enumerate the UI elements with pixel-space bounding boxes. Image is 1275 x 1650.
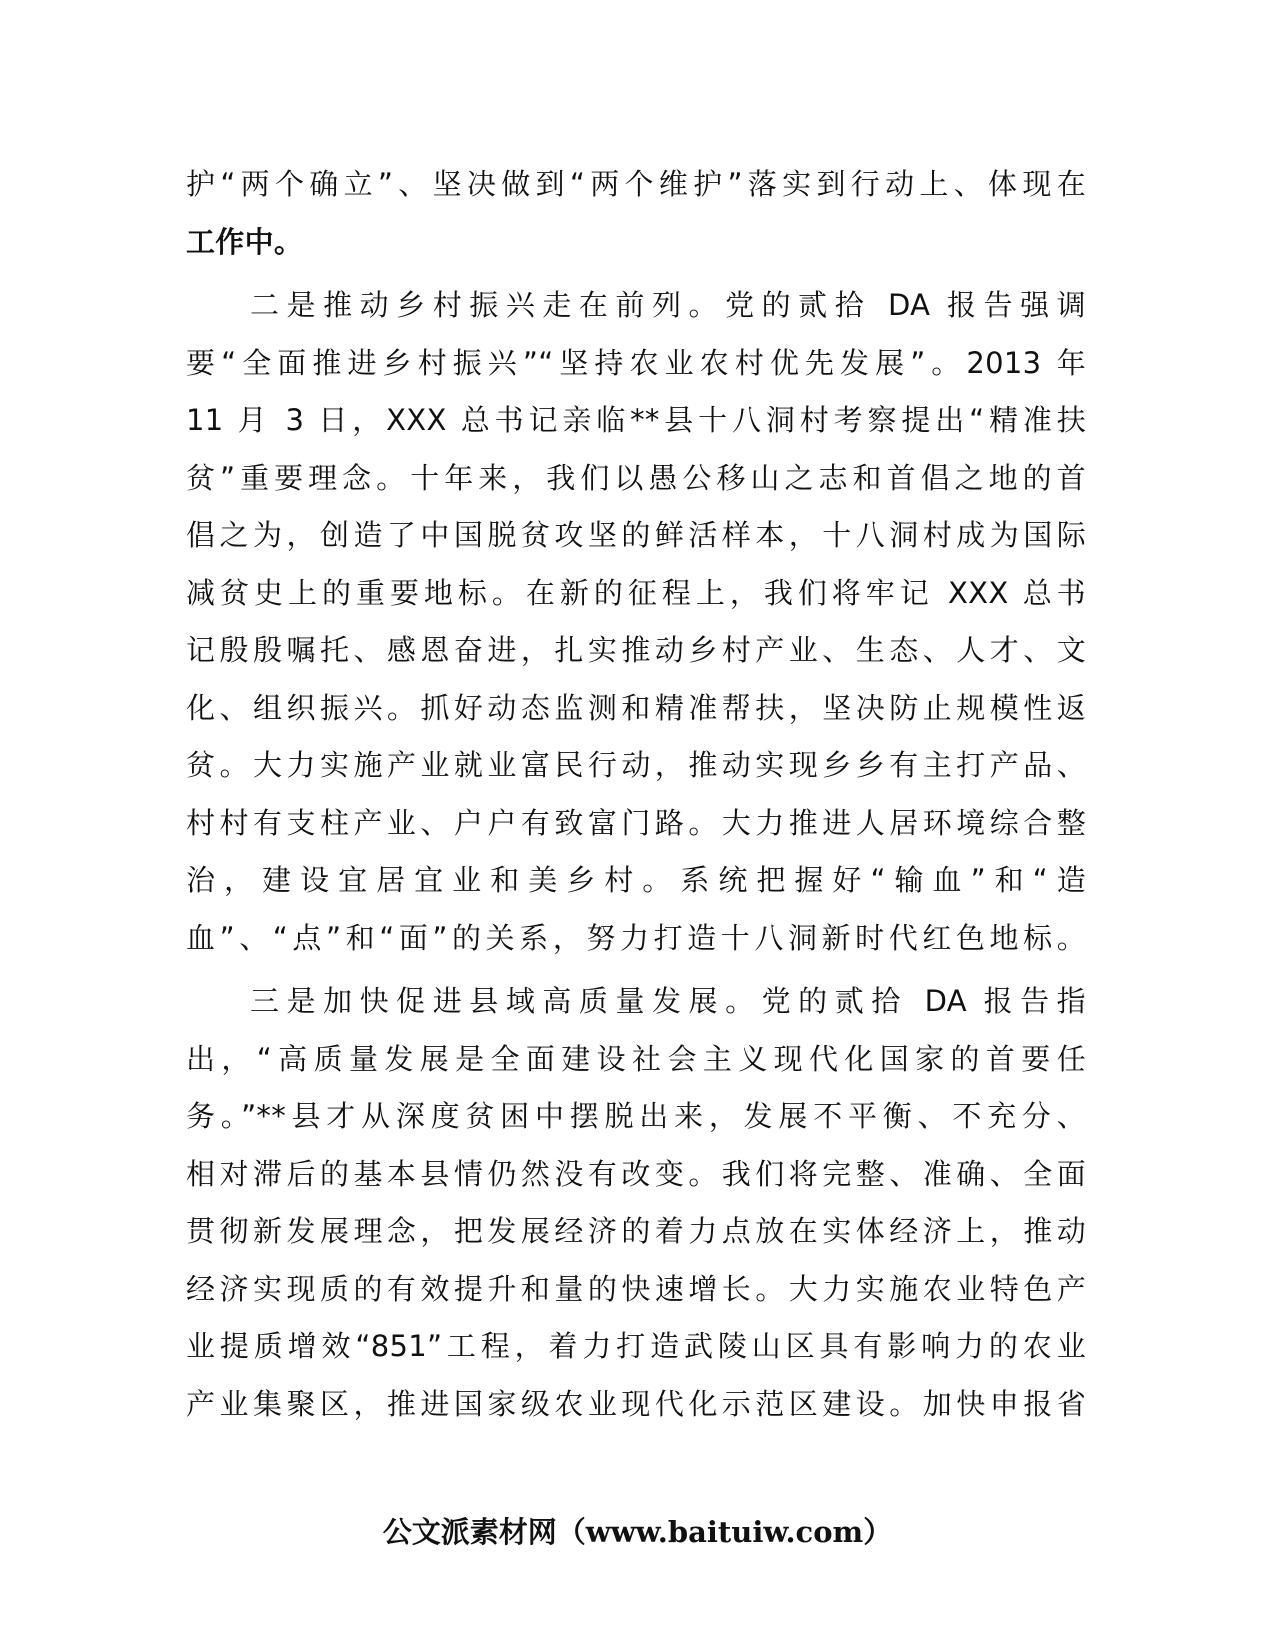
text-line: 治，建设宜居宜业和美乡村。系统把握好“输血”和“造 <box>186 863 1086 897</box>
text-line: 经济实现质的有效提升和量的快速增长。大力实施农业特色产 <box>186 1271 1086 1306</box>
text-line: 相对滞后的基本县情仍然没有改变。我们将完整、准确、全面 <box>186 1156 1086 1191</box>
text-line: 11 月 3 日，XXX 总书记亲临**县十八洞村考察提出“精准扶 <box>186 403 1086 437</box>
page-footer: 公文派素材网（www.baituiw.com） <box>382 1515 893 1549</box>
text-line: 业提质增效“851”工程，着力打造武陵山区具有影响力的农业 <box>186 1329 1086 1363</box>
text-line: 护“两个确立”、坚决做到“两个维护”落实到行动上、体现在 <box>186 167 1086 201</box>
text-line: 三是加快促进县域高质量发展。党的贰拾 DA 报告指 <box>250 984 1086 1018</box>
text-line: 血”、“点”和“面”的关系，努力打造十八洞新时代红色地标。 <box>186 920 1086 955</box>
text-line: 出，“高质量发展是全面建设社会主义现代化国家的首要任 <box>186 1041 1086 1076</box>
text-line: 二是推动乡村振兴走在前列。党的贰拾 DA 报告强调 <box>250 288 1086 322</box>
text-line: 贯彻新发展理念，把发展经济的着力点放在实体经济上，推动 <box>186 1214 1086 1248</box>
text-line: 减贫史上的重要地标。在新的征程上，我们将牢记 XXX 总书 <box>186 575 1086 610</box>
text-line: 贫”重要理念。十年来，我们以愚公移山之志和首倡之地的首 <box>186 460 1086 495</box>
text-line: 工作中。 <box>186 224 304 259</box>
text-line: 化、组织振兴。抓好动态监测和精准帮扶，坚决防止规模性返 <box>186 690 1086 725</box>
text-line: 记殷殷嘱托、感恩奋进，扎实推动乡村产业、生态、人才、文 <box>186 633 1086 667</box>
text-line: 务。”**县才从深度贫困中摆脱出来，发展不平衡、不充分、 <box>186 1099 1086 1133</box>
text-line: 贫。大力实施产业就业富民行动，推动实现乡乡有主打产品、 <box>186 748 1086 782</box>
text-line: 要“全面推进乡村振兴”“坚持农业农村优先发展”。2013 年 <box>186 345 1086 380</box>
body-text <box>186 156 1086 1433</box>
text-line: 倡之为，创造了中国脱贫攻坚的鲜活样本，十八洞村成为国际 <box>186 518 1086 552</box>
text-line: 产业集聚区，推进国家级农业现代化示范区建设。加快申报省 <box>186 1386 1086 1421</box>
text-line: 村村有支柱产业、户户有致富门路。大力推进人居环境综合整 <box>186 805 1086 840</box>
